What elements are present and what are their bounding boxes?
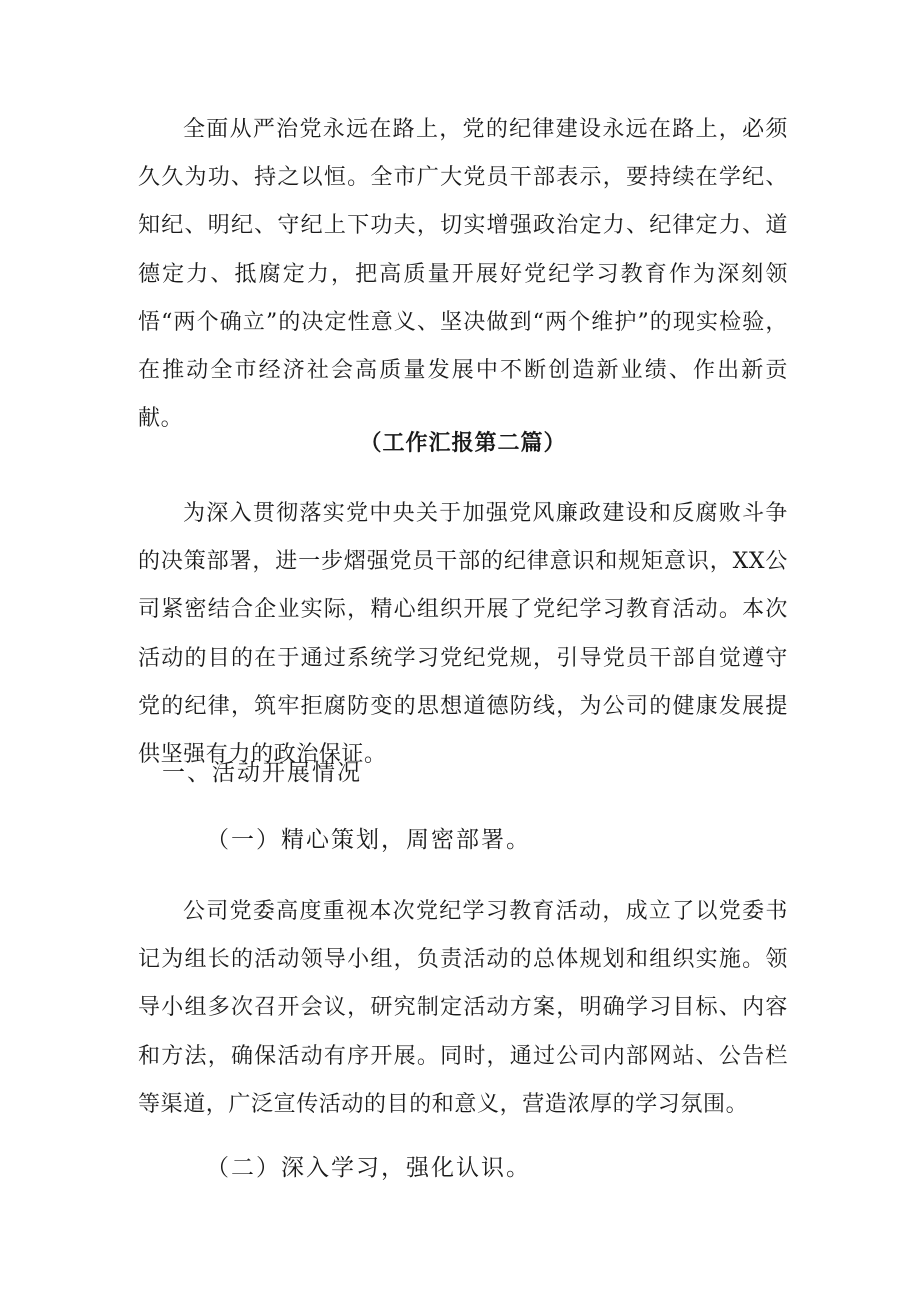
paragraph-purpose: 为深入贯彻落实党中央关于加强党风廉政建设和反腐败斗争的决策部署，进一步熠强党员干部的纪律意识和规矩意识，XX公司紧密结合企业实际，精心组织开展了党纪学习教育活动。本次活动的目的在于通过系统学习党纪党规，引导党员干部自觉遵守党的纪律，筑牢拒腐防变的思想道德防线，为公司的健康发展提供坚强有力的政治保证。: [138, 501, 788, 768]
paragraph-intro-conclusion: 全面从严治党永远在路上，党的纪律建设永远在路上，必须久久为功、持之以恒。全市广大党员干部表示，要持续在学纪、知纪、明纪、守纪上下功夫，切实增强政治定力、纪律定力、道德定力、抵腐定力，把高质量开展好党纪学习教育作为深刻领悟“两个确立”的决定性意义、坚决做到“两个维护”的现实检验，在推动全市经济社会高质量发展中不断创造新业绩、作出新贡献。: [138, 117, 788, 432]
section-title: （工作汇报第二篇）: [359, 430, 567, 456]
subheading-planning: （一）精心策划，周密部署。: [206, 827, 531, 853]
subheading-learning: （二）深入学习，强化认识。: [206, 1155, 531, 1181]
heading-activity-status: 一、活动开展情况: [162, 760, 362, 786]
paragraph-planning-details: 公司党委高度重视本次党纪学习教育活动，成立了以党委书记为组长的活动领导小组，负责活动的总体规划和组织实施。领导小组多次召开会议，研究制定活动方案，明确学习目标、内容和方法，确保活动有序开展。同时，通过公司内部网站、公告栏等渠道，广泛宣传活动的目的和意义，营造浓厚的学习氛围。: [138, 899, 788, 1117]
